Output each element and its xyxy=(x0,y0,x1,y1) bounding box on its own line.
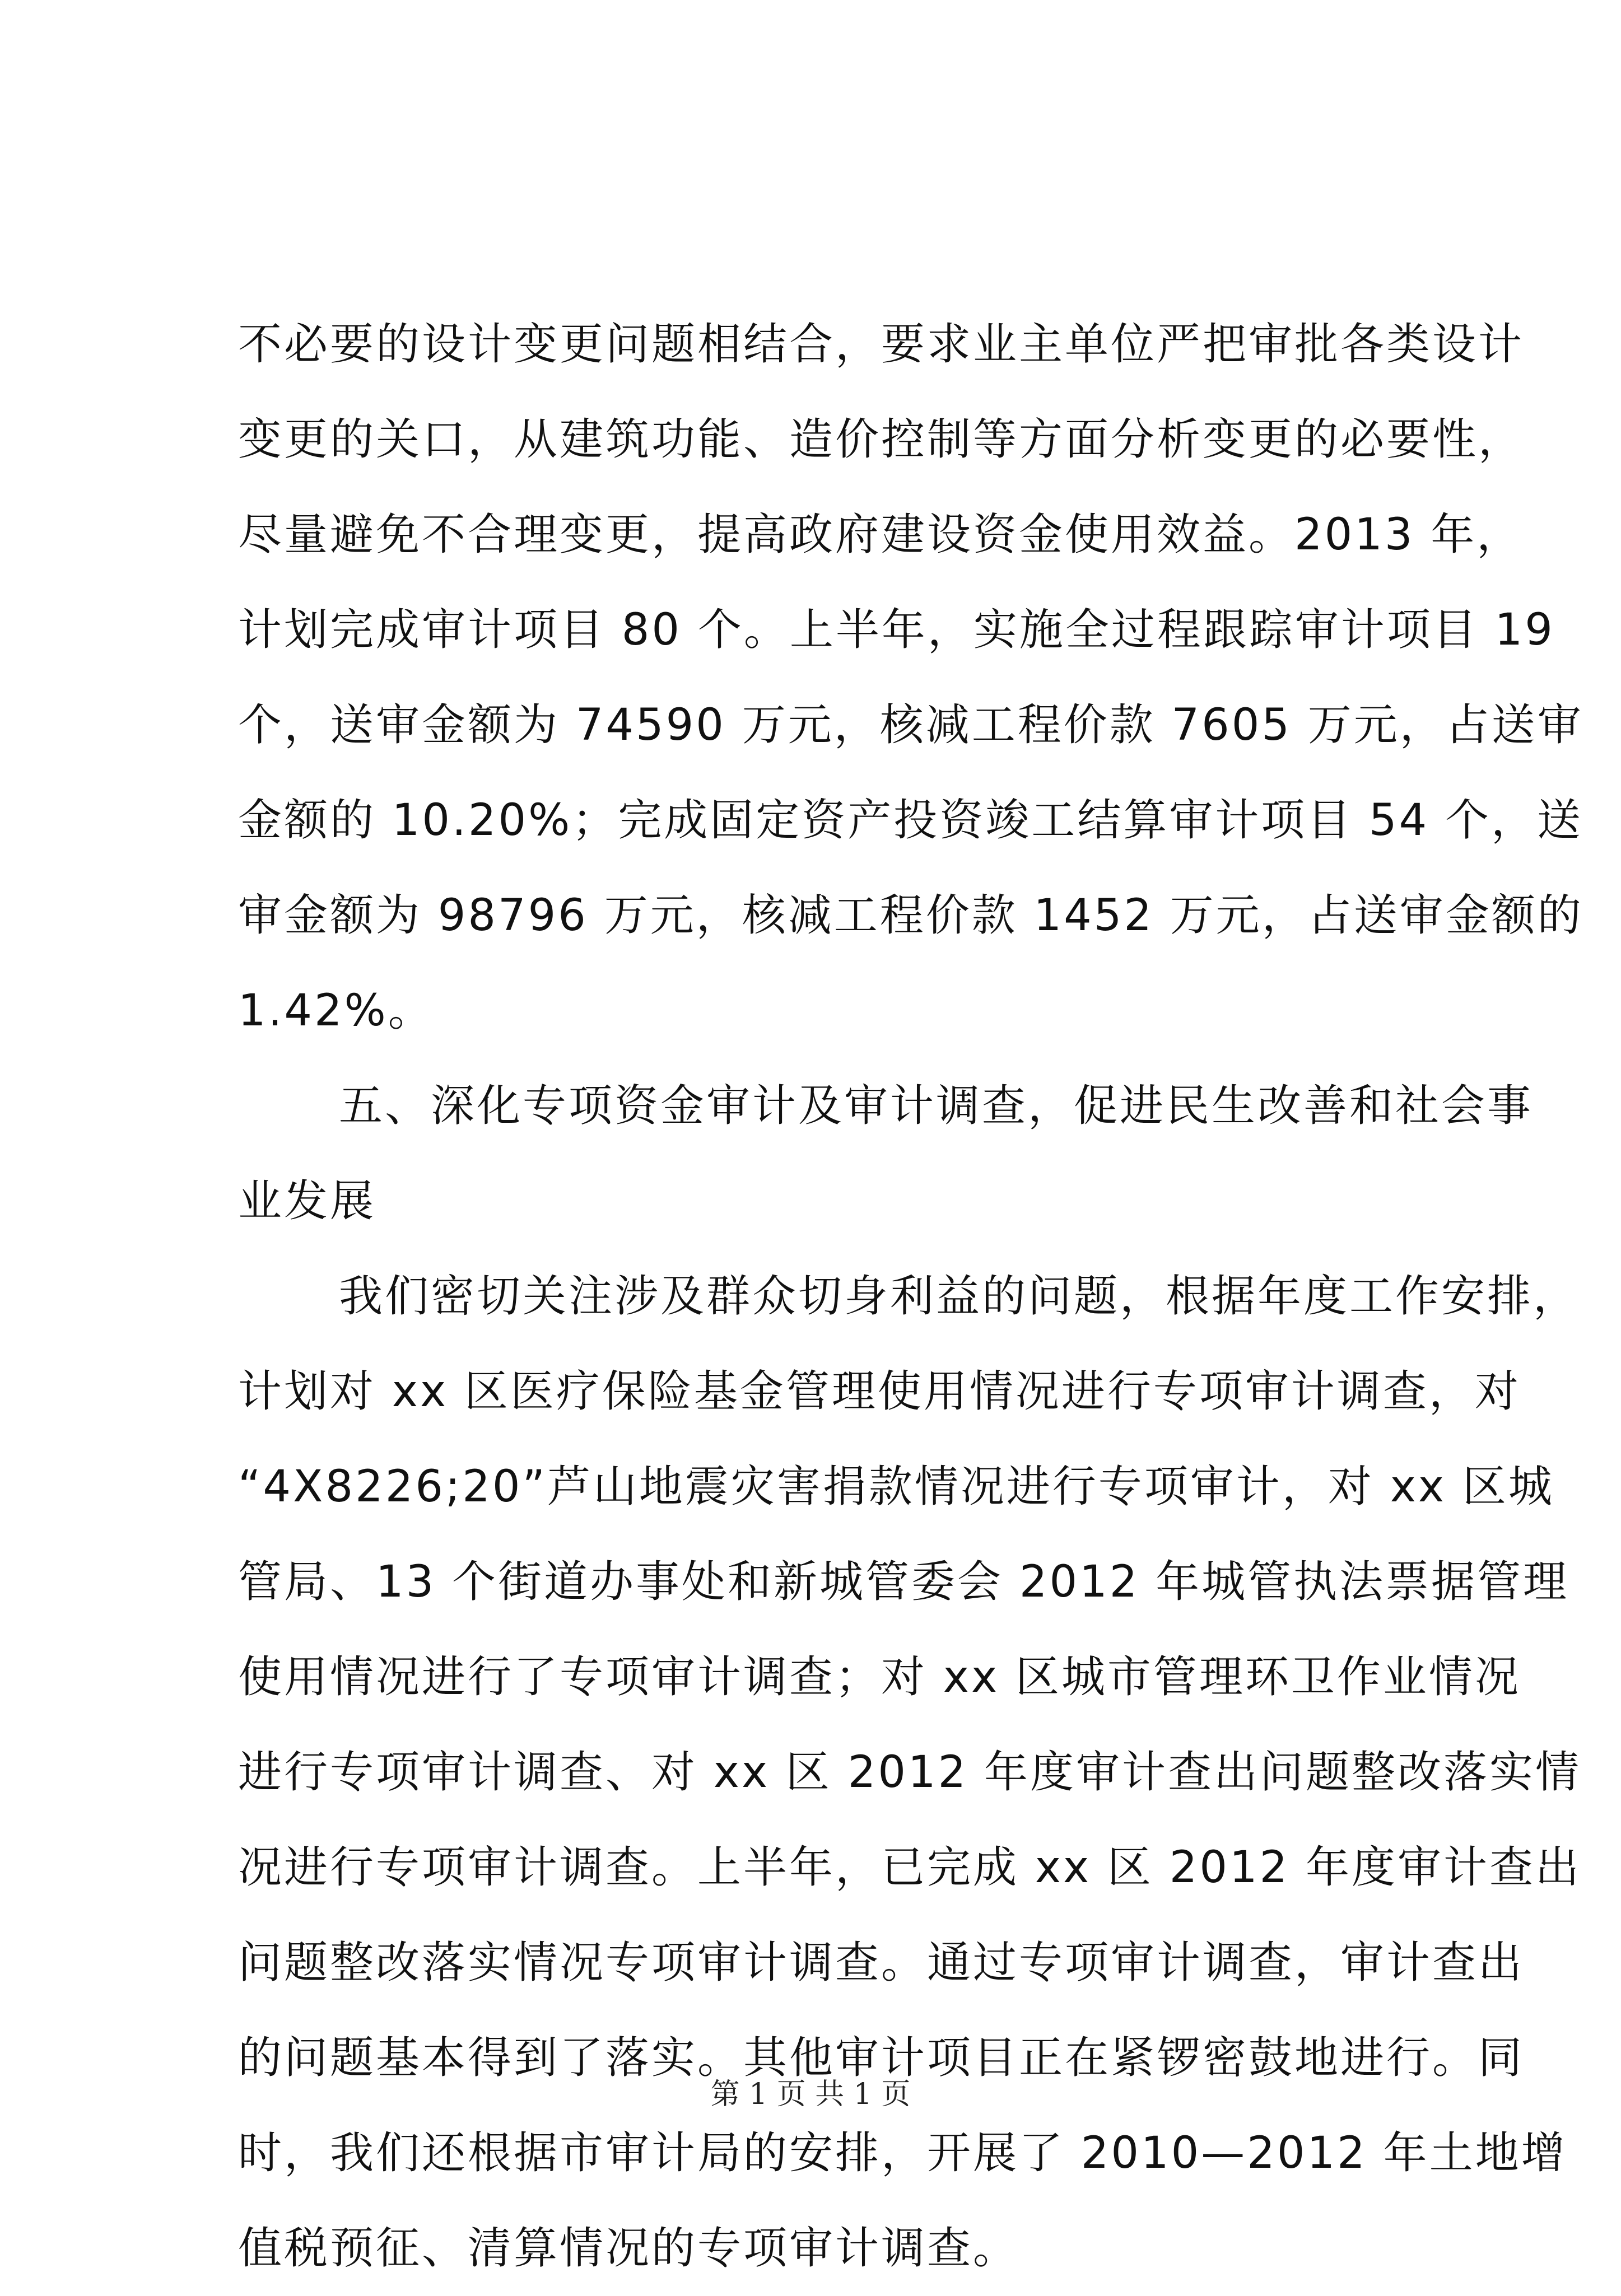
section-heading-line: 业发展 xyxy=(238,1176,376,1226)
paragraph-first-line: 我们密切关注涉及群众切身利益的问题，根据年度工作安排， xyxy=(339,1271,1580,1322)
text-line: 使用情况进行了专项审计调查；对 xx 区城市管理环卫作业情况 xyxy=(238,1652,1521,1702)
text-line: 的问题基本得到了落实。其他审计项目正在紧锣密鼓地进行。同 xyxy=(238,2033,1525,2083)
text-line: 变更的关口，从建筑功能、造价控制等方面分析变更的必要性， xyxy=(238,414,1525,465)
text-line: 1.42%。 xyxy=(238,986,434,1036)
text-line: 计划完成审计项目 80 个。上半年，实施全过程跟踪审计项目 19 xyxy=(238,605,1555,655)
text-line: 审金额为 98796 万元，核减工程价款 1452 万元，占送审金额的 xyxy=(238,890,1583,941)
page-number-footer: 第 1 页 共 1 页 xyxy=(710,2078,911,2111)
text-line: 管局、13 个街道办事处和新城管委会 2012 年城管执法票据管理 xyxy=(238,1557,1569,1607)
text-line: 金额的 10.20%；完成固定资产投资竣工结算审计项目 54 个，送 xyxy=(238,795,1583,846)
text-line: 问题整改落实情况专项审计调查。通过专项审计调查，审计查出 xyxy=(238,1938,1525,1988)
text-line: 不必要的设计变更问题相结合，要求业主单位严把审批各类设计 xyxy=(238,319,1525,370)
text-line: 计划对 xx 区医疗保险基金管理使用情况进行专项审计调查，对 xyxy=(238,1366,1521,1417)
section-heading-line: 五、深化专项资金审计及审计调查，促进民生改善和社会事 xyxy=(339,1081,1534,1131)
text-line: 时，我们还根据市审计局的安排，开展了 2010—2012 年土地增 xyxy=(238,2128,1567,2178)
text-line: 个，送审金额为 74590 万元，核减工程价款 7605 万元，占送审 xyxy=(238,700,1583,750)
text-line: 尽量避免不合理变更，提高政府建设资金使用效益。2013 年， xyxy=(238,510,1523,560)
text-line: “4X8226;20”芦山地震灾害捐款情况进行专项审计，对 xx 区城 xyxy=(238,1462,1554,1512)
text-line: 进行专项审计调查、对 xx 区 2012 年度审计查出问题整改落实情 xyxy=(238,1747,1582,1798)
text-line: 值税预征、清算情况的专项审计调查。 xyxy=(238,2223,1019,2274)
document-body xyxy=(238,297,1583,2296)
text-line: 况进行专项审计调查。上半年，已完成 xx 区 2012 年度审计查出 xyxy=(238,1842,1582,1893)
